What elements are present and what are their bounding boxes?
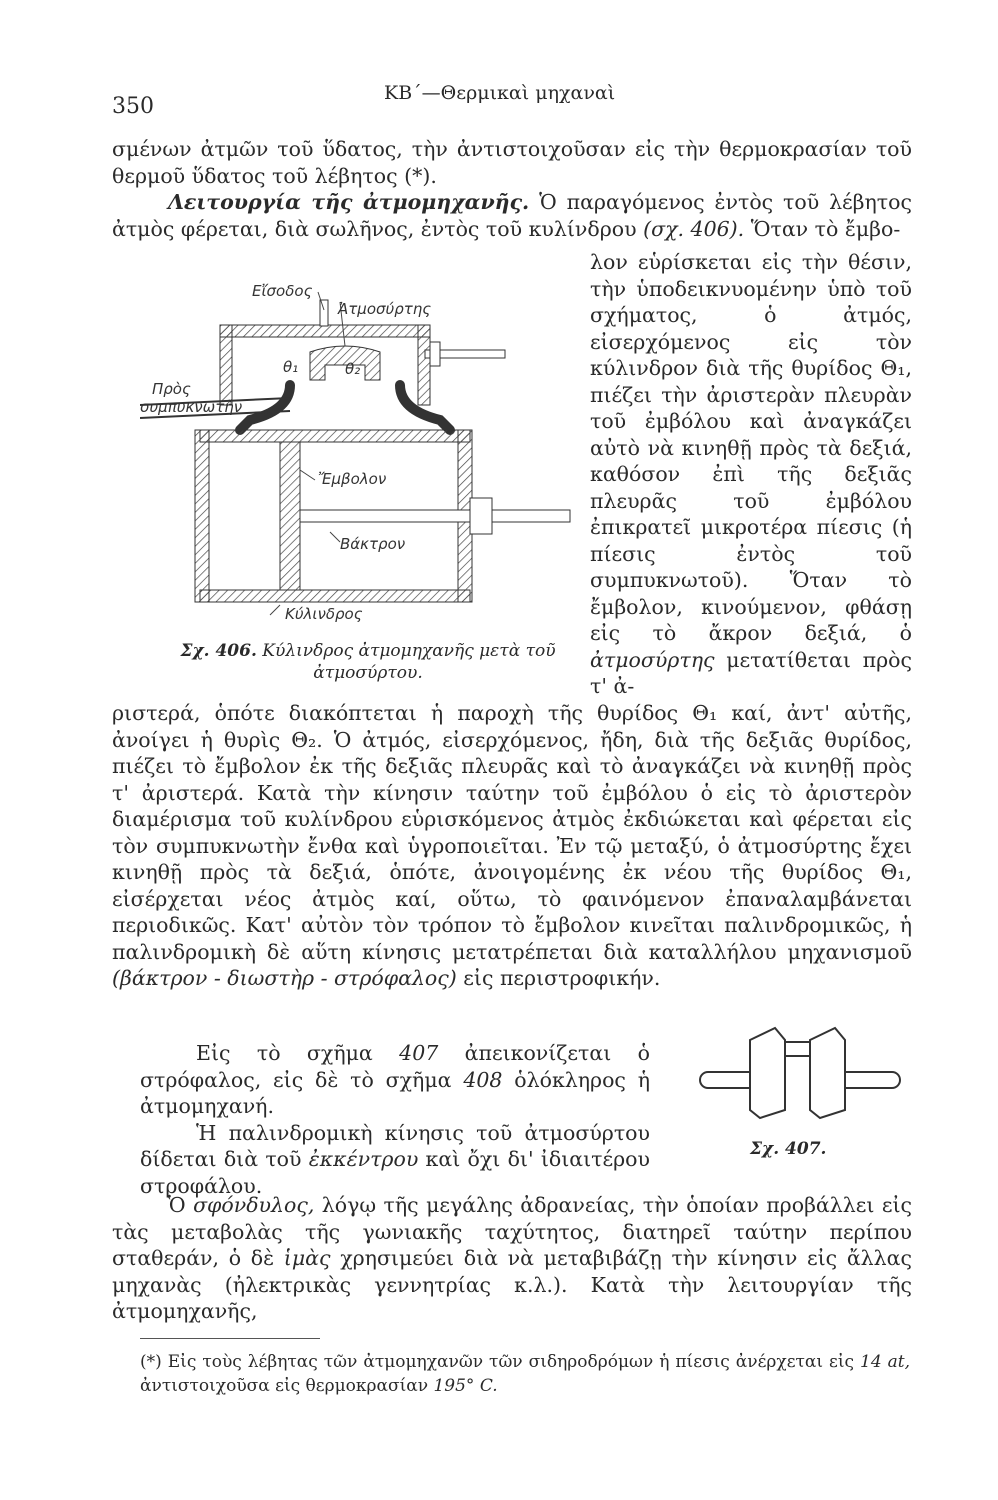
cylinder-leader <box>270 605 280 615</box>
label-to-cond-1: Πρὸς <box>152 380 191 398</box>
label-valve: Ἀτμοσύρτης <box>338 300 432 318</box>
piston-leader <box>300 470 315 480</box>
rod-leader <box>330 532 340 542</box>
footnote-it2: 195° C. <box>433 1376 498 1396</box>
label-theta1: θ₁ <box>283 358 299 376</box>
p407-a: Εἰς τὸ σχῆμα <box>196 1041 373 1065</box>
paragraph-407 <box>140 1040 650 1120</box>
cylinder-bottom-wall <box>200 590 470 602</box>
piston-rod <box>300 510 570 522</box>
p-ekk-a: Ἡ παλινδρομικὴ κίνησις τοῦ ἀτμοσύρτου δίδεται διὰ τοῦ <box>140 1120 650 1171</box>
crank-arm-right <box>810 1028 845 1118</box>
rod-gland <box>470 498 492 534</box>
p407-b: ἀπεικονίζεται ὁ στρόφαλος, εἰς δὲ τὸ σχῆμα <box>140 1041 650 1092</box>
main-paragraph-end: εἰς περιστροφικήν. <box>463 966 661 990</box>
intro-line: σμένων ἀτμῶν τοῦ ὕδατος, τὴν ἀντιστοιχοῦσαν εἰς τὴν θερμοκρασίαν τοῦ θερμοῦ ὕδατος τοῦ λέβητος (*). <box>112 137 912 188</box>
section-cont: Ὅταν τὸ ἔμβο- <box>750 216 901 241</box>
main-paragraph-text: ριστερά, ὁπότε διακόπτεται ἡ παροχὴ τῆς θυρίδος Θ₁ καί, ἀντ' αὐτῆς, ἀνοίγει ἡ θυρὶς Θ₂. Ὁ ἀτμός, εἰσερχόμενος, ἤδη, διὰ τῆς δεξιᾶς θυρίδος, πιέζει τὸ ἔμβολον ἐκ τῆς δεξιᾶς πλευρᾶς καὶ τὸ ἀναγκάζει νὰ κινηθῇ πρὸς τ' ἀριστερά. Κατὰ τὴν κίνησιν ταύτην τοῦ ἐμβόλου ὁ εἰς τὸ ἀριστερὸν διαμέρισμα τοῦ κυλίνδρου εὑρισκόμενος ἀτμὸς ἐκδιώκεται καὶ φέρεται εἰς τὸν συμπυκνωτὴν ἔνθα καὶ ὑγροποιεῖται. Ἐν τῷ μεταξύ, ὁ ἀτμοσύρτης ἔχει κινηθῇ πρὸς τὰ δεξιά, ὁπότε, ἀνοιγομένης ἐκ νέου τῆς θυρίδος Θ₁, εἰσέρχεται νέος ἀτμὸς καί, οὕτω, τὸ φαινόμενον ἐπαναλαμβάνεται περιοδικῶς. Κατ' αὐτὸν τὸν τρόπον τὸ ἔμβολον κινεῖται παλινδρομικῶς, ἡ παλινδρομικὴ δὲ αὕτη κίνησις μετατρέπεται διὰ καταλλήλου μηχανισμοῦ <box>112 701 912 964</box>
left-column-text <box>140 1040 650 1199</box>
cylinder-left-cover <box>195 430 209 602</box>
running-header: ΚΒ΄—Θερμικαὶ μηχαναὶ <box>384 82 616 104</box>
p-sf-b: λόγῳ τῆς μεγάλης ἀδρανείας, τὴν ὁποίαν προβάλλει εἰς τὰς μεταβολὰς τῆς γωνιακῆς ταχύτητος, διατηρεῖ ταύτην περίπου σταθεράν, ὁ δὲ <box>112 1193 912 1270</box>
footnote-a: (*) Εἰς τοὺς λέβητας τῶν ἀτμομηχανῶν τῶν σιδηροδρόμων ἡ πίεσις ἀνέρχεται εἰς <box>140 1352 855 1372</box>
p-sf-it1: σφόνδυλος, <box>193 1193 315 1217</box>
label-theta2: θ₂ <box>345 360 361 378</box>
p-ekk-it: ἐκκέντρου <box>308 1147 419 1171</box>
paragraph-eccentric <box>140 1120 650 1200</box>
fig-ref-406: (σχ. 406). <box>643 216 745 241</box>
label-cylinder: Κύλινδρος <box>285 605 363 623</box>
footnote-b: ἀντιστοιχοῦσα εἰς θερμοκρασίαν <box>140 1376 429 1396</box>
right-column-text <box>590 249 912 700</box>
caption-407-number: Σχ. 407. <box>750 1139 827 1159</box>
port-left <box>240 385 290 430</box>
section-title: Λειτουργία τῆς ἀτμομηχανῆς. <box>168 190 530 214</box>
p-sf-it2: ἱμὰς <box>283 1246 331 1270</box>
p407-c: ὁλόκληρος ἡ ἀτμομηχανή. <box>140 1067 650 1118</box>
crank-pin <box>785 1042 810 1056</box>
piston <box>280 442 300 590</box>
section-paragraph <box>112 189 912 242</box>
main-paragraph-italic: (βάκτρον - διωστὴρ - στρόφαλος) <box>112 966 457 990</box>
page-number: 350 <box>112 94 154 119</box>
p407-n1: 407 <box>399 1041 439 1065</box>
label-piston: Ἔμβολον <box>318 470 387 488</box>
cylinder-top-wall <box>200 430 470 442</box>
valve-gland <box>430 342 440 366</box>
p-sf-c: χρησιμεύει διὰ νὰ μεταβιβάζῃ τὴν κίνησιν εἰς ἄλλας μηχανὰς (ἠλεκτρικὰς γεννητρίας κ.λ.). Κατὰ τὴν λειτουργίαν τῆς ἀτμομηχανῆς, <box>112 1246 912 1323</box>
right-col-main: λον εὑρίσκεται εἰς τὴν θέσιν, τὴν ὑποδεικνυομένην ὑπὸ τοῦ σχήματος, ὁ ἀτμός, εἰσερχόμενος εἰς τὸν κύλινδρον διὰ τῆς θυρίδος Θ₁, πιέζει τὴν ἀριστερὰν πλευρὰν τοῦ ἐμβόλου καὶ ἀναγκάζει αὐτὸ νὰ κινηθῇ πρὸς τὰ δεξιά, καθόσον ἐπὶ τῆς δεξιᾶς πλευρᾶς τοῦ ἐμβόλου ἐπικρατεῖ μικροτέρα πίεσις (ἡ πίεσις ἐντὸς τοῦ συμπυκνωτοῦ). Ὅταν τὸ ἔμβολον, κινούμενον, φθάσῃ εἰς τὸ ἄκρον δεξιά, ὁ <box>590 250 912 645</box>
figure-406-caption <box>168 640 568 684</box>
label-rod: Βάκτρον <box>340 535 406 553</box>
main-paragraph <box>112 700 912 992</box>
caption-406-number: Σχ. 406. <box>180 641 257 661</box>
inlet-pipe <box>320 300 328 326</box>
figure-407-crank <box>690 1020 910 1130</box>
figure-407-caption <box>750 1138 850 1160</box>
steam-chest-left <box>220 325 232 405</box>
flywheel-paragraph <box>112 1192 912 1325</box>
p-sf-a: Ὁ <box>168 1193 186 1217</box>
steam-chest-top <box>220 325 430 337</box>
footnote-rule <box>140 1338 320 1339</box>
right-col-end: μετατίθεται πρὸς τ' ἀ- <box>590 647 912 698</box>
section-start: Ὁ παραγόμενος ἐντὸς τοῦ λέβητος ἀτμὸς φέρεται, διὰ σωλῆνος, ἐντὸς τοῦ κυλίνδρου <box>112 190 912 241</box>
right-col-italic: ἀτμοσύρτης <box>590 647 715 672</box>
crank-arm-left <box>750 1028 785 1118</box>
p407-n2: 408 <box>463 1067 503 1092</box>
label-inlet: Εἴσοδος <box>252 282 313 300</box>
p-ekk-b: καὶ ὄχι δι' ἰδιαιτέρου στροφάλου. <box>140 1147 650 1198</box>
footnote <box>140 1350 910 1398</box>
label-to-cond-2: συμπυκνωτὴν <box>140 398 243 416</box>
paragraph-flywheel <box>112 1192 912 1325</box>
caption-406-text: Κύλινδρος ἀτμομηχανῆς μετὰ τοῦ ἀτμοσύρτου. <box>262 641 556 683</box>
footnote-it1: 14 at, <box>860 1352 911 1372</box>
intro-paragraph <box>112 136 912 242</box>
steam-chest-right <box>418 325 430 405</box>
